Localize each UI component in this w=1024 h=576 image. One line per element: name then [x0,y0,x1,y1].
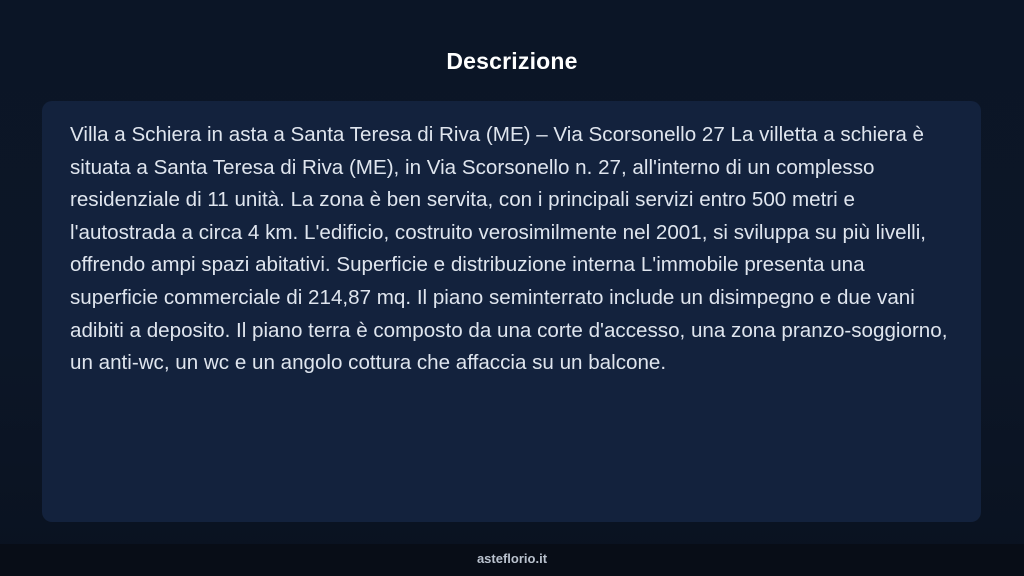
description-text: Villa a Schiera in asta a Santa Teresa di Riva (ME) – Via Scorsonello 27 La villetta a schiera è situata a Santa Teresa di Riva (ME), in Via Scorsonello n. 27, all'interno di un complesso residenziale di 11 unità. La zona è ben servita, con i principali servizi entro 500 metri e l'autostrada a circa 4 km. L'edificio, costruito verosimilmente nel 2001, si sviluppa su più livelli, offrendo ampi spazi abitativi. Superficie e distribuzione interna L'immobile presenta una superficie commerciale di 214,87 mq. Il piano seminterrato include un disimpegno e due vani adibiti a deposito. Il piano terra è composto da una corte d'accesso, una zona pranzo-soggiorno, un anti-wc, un wc e un angolo cottura che affaccia su un balcone. [70,123,948,375]
footer-bar [0,544,1024,576]
page-title: Descrizione [446,48,578,74]
description-panel [42,101,981,522]
footer-site-label: asteflorio.it [476,551,548,566]
